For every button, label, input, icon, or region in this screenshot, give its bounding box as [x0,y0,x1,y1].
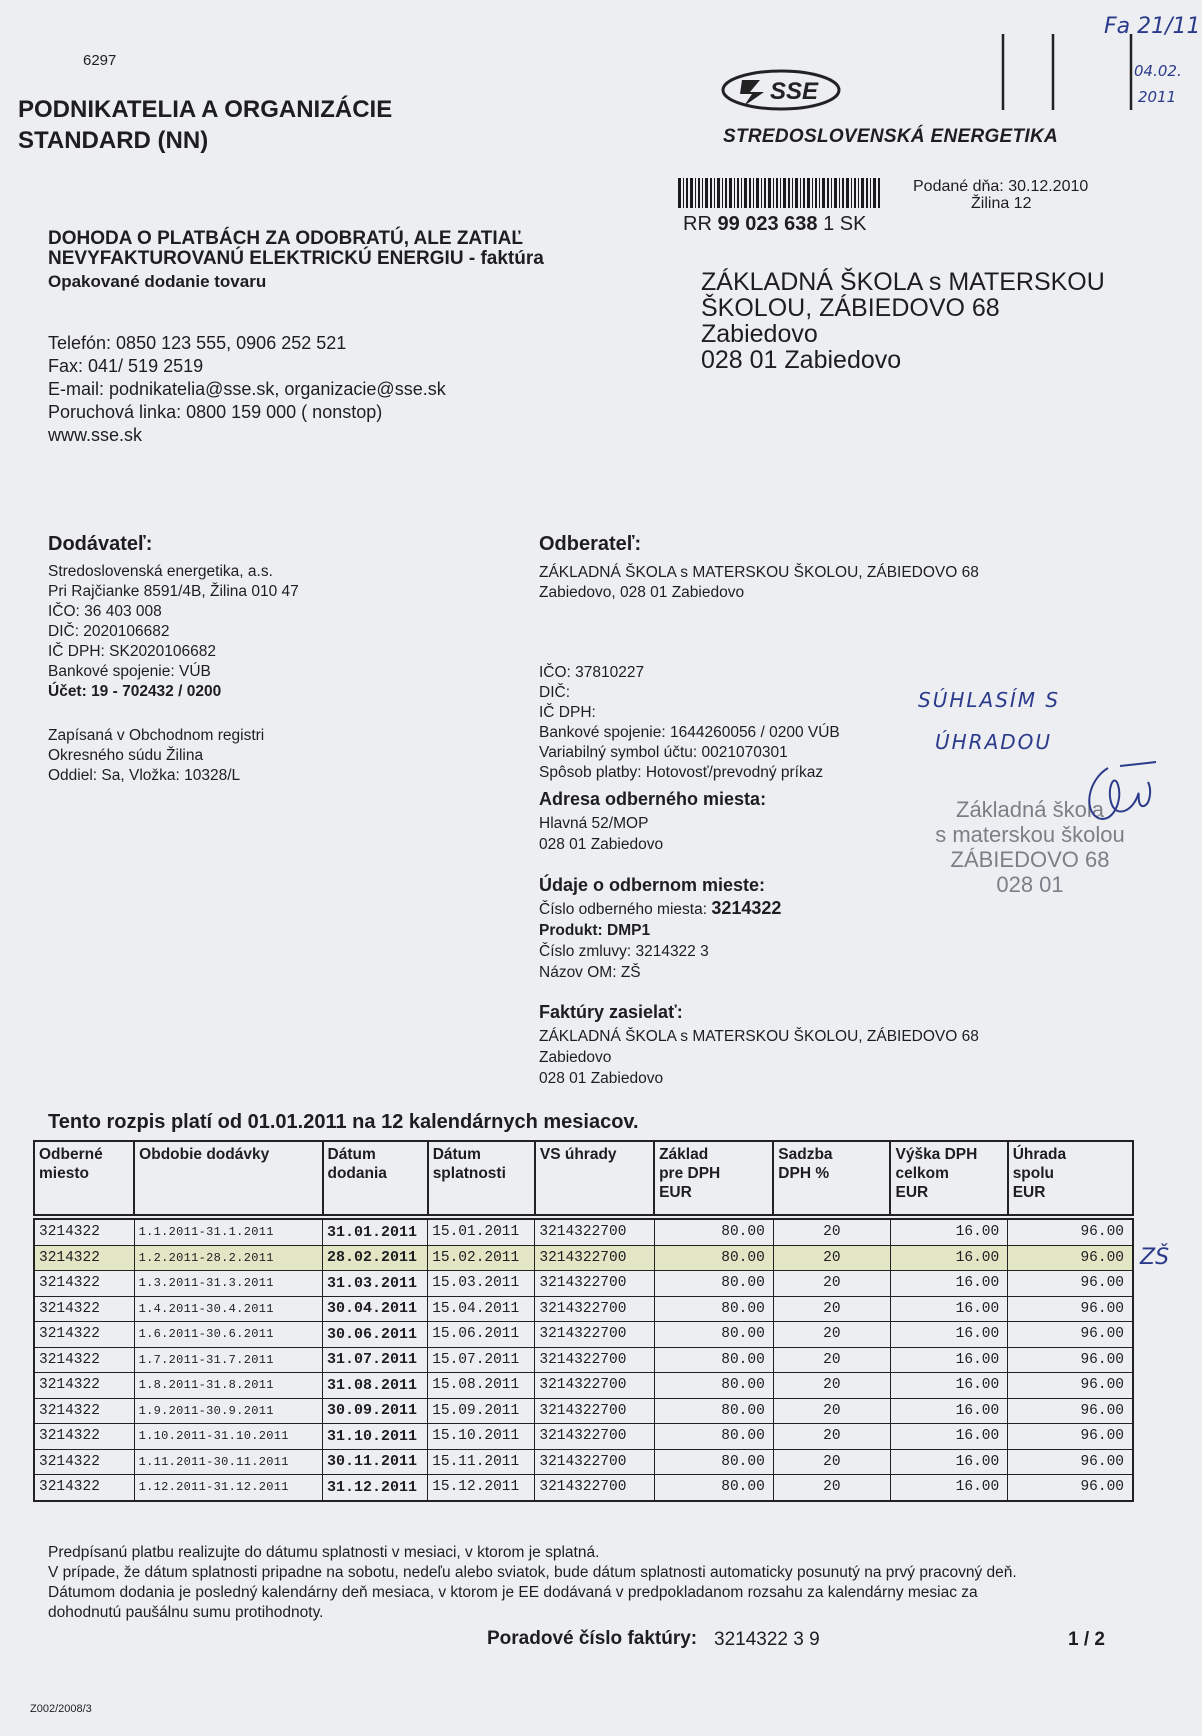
recipient-address [701,269,1105,373]
contact-phone: Telefón: 0850 123 555, 0906 252 521 [48,333,347,353]
cell-rate: 20 [773,1373,890,1399]
product-label: Produkt: [539,922,603,939]
table-row [34,1245,1133,1271]
cell-point: 3214322 [34,1475,134,1501]
rr-prefix: RR [683,213,712,235]
product-value: DMP1 [607,922,651,939]
cell-due-date: 15.11.2011 [428,1449,535,1475]
cell-total: 96.00 [1008,1398,1133,1424]
cell-point: 3214322 [34,1271,134,1297]
product-row [539,920,781,941]
cell-vs: 3214322700 [535,1322,654,1348]
cell-due-date: 15.08.2011 [428,1373,535,1399]
contract-number: Číslo zmluvy: 3214322 3 [539,943,709,960]
cell-rate: 20 [773,1398,890,1424]
cell-total: 96.00 [1008,1347,1133,1373]
cell-due-date: 15.01.2011 [428,1217,535,1245]
col-header-rate: Sadzba DPH % [773,1141,890,1217]
cell-total: 96.00 [1008,1449,1133,1475]
invoice-number-label: Poradové číslo faktúry: [487,1628,698,1649]
col-header-delivery-date: Dátum dodania [323,1141,428,1217]
page-number: 1 / 2 [1068,1629,1105,1650]
cell-vat: 16.00 [890,1373,1007,1399]
cell-period: 1.1.2011-31.1.2011 [134,1217,322,1245]
cell-point: 3214322 [34,1424,134,1450]
cell-delivery-date: 30.04.2011 [323,1296,428,1322]
customer-payment-method: Spôsob platby: Hotovosť/prevodný príkaz [539,764,824,781]
cell-vs: 3214322700 [535,1449,654,1475]
recipient-line-3: Zabiedovo [701,320,818,348]
handwritten-date: 04.02. [1134,62,1182,80]
handwritten-year: 2011 [1138,88,1177,106]
supplier-ico: IČO: 36 403 008 [48,603,162,620]
om-address-line-1: Hlavná 52/MOP [539,815,649,832]
cell-delivery-date: 31.12.2011 [323,1475,428,1501]
col-header-point: Odberné miesto [34,1141,134,1217]
customer-category-title [18,94,392,156]
table-row [34,1475,1133,1501]
col-header-total: Úhrada spolu EUR [1008,1141,1133,1217]
col-header-vs: VS úhrady [535,1141,654,1217]
cell-point: 3214322 [34,1373,134,1399]
om-address-line-2: 028 01 Zabiedovo [539,836,664,853]
cell-vat: 16.00 [890,1217,1007,1245]
cell-total: 96.00 [1008,1373,1133,1399]
cell-period: 1.9.2011-30.9.2011 [134,1398,322,1424]
form-code: Z002/2008/3 [30,1703,92,1715]
cell-delivery-date: 31.01.2011 [323,1217,428,1245]
cell-base: 80.00 [654,1217,773,1245]
table-body [34,1217,1133,1501]
cell-total: 96.00 [1008,1245,1133,1271]
cell-rate: 20 [773,1449,890,1475]
cell-delivery-date: 30.09.2011 [323,1398,428,1424]
cell-rate: 20 [773,1322,890,1348]
supplier-ic-dph: IČ DPH: SK2020106682 [48,643,217,660]
cell-point: 3214322 [34,1322,134,1348]
cell-rate: 20 [773,1271,890,1297]
supplier-address: Pri Rajčianke 8591/4B, Žilina 010 47 [48,583,299,600]
supplier-name: Stredoslovenská energetika, a.s. [48,563,273,580]
col-header-period: Obdobie dodávky [134,1141,322,1217]
stamp-line-4: 028 01 [996,872,1064,897]
cell-point: 3214322 [34,1217,134,1245]
cell-vat: 16.00 [890,1398,1007,1424]
send-line-1: ZÁKLADNÁ ŠKOLA s MATERSKOU ŠKOLOU, ZÁBIEDOVO 68 [539,1028,979,1045]
cell-period: 1.4.2011-30.4.2011 [134,1296,322,1322]
cell-vs: 3214322700 [535,1271,654,1297]
cell-vat: 16.00 [890,1271,1007,1297]
stamp-line-2: s materskou školou [935,822,1125,847]
cell-point: 3214322 [34,1296,134,1322]
customer-ic-dph: IČ DPH: [539,704,596,721]
category-line-2: STANDARD (NN) [18,127,209,154]
om-name: Názov OM: ZŠ [539,964,641,981]
registered-mail-number [683,213,866,236]
payment-notes [48,1543,1078,1623]
category-line-1: PODNIKATELIA A ORGANIZÁCIE [18,96,393,123]
note-1: Predpísanú platbu realizujte do dátumu splatnosti v mesiaci, v ktorom je splatná. [48,1544,600,1561]
payment-schedule-table [33,1140,1134,1502]
cell-point: 3214322 [34,1245,134,1271]
supplier-reg-line-2: Okresného súdu Žilina [48,747,204,764]
om-number: 3214322 [711,898,782,918]
invoice-delivery-heading: Faktúry zasielať: [539,1002,683,1022]
signature [1078,760,1158,828]
cell-due-date: 15.06.2011 [428,1322,535,1348]
om-number-row [539,898,781,920]
cell-period: 1.2.2011-28.2.2011 [134,1245,322,1271]
customer-dic: DIČ: [539,684,570,701]
table-row [34,1424,1133,1450]
table-row [34,1217,1133,1245]
supplier-registration [48,726,264,786]
contact-info [48,332,446,447]
cell-vs: 3214322700 [535,1398,654,1424]
cell-vat: 16.00 [890,1475,1007,1501]
sse-logo [720,68,842,112]
cell-period: 1.12.2011-31.12.2011 [134,1475,322,1501]
contact-fax: Fax: 041/ 519 2519 [48,356,204,376]
cell-period: 1.3.2011-31.3.2011 [134,1271,322,1297]
supplier-reg-line-3: Oddiel: Sa, Vložka: 10328/L [48,767,241,784]
cell-vs: 3214322700 [535,1296,654,1322]
consumption-point-info [539,898,781,983]
recipient-line-2: ŠKOLOU, ZÁBIEDOVO 68 [701,294,1000,322]
cell-due-date: 15.04.2011 [428,1296,535,1322]
supplier-details [48,562,299,702]
cell-base: 80.00 [654,1424,773,1450]
cell-base: 80.00 [654,1245,773,1271]
table-row [34,1271,1133,1297]
contact-email: E-mail: podnikatelia@sse.sk, organizacie@sse.sk [48,379,446,399]
customer-name: ZÁKLADNÁ ŠKOLA s MATERSKOU ŠKOLOU, ZÁBIEDOVO 68 [539,564,979,581]
cell-base: 80.00 [654,1271,773,1297]
om-number-label: Číslo odberného miesta: [539,901,708,918]
customer-bank: Bankové spojenie: 1644260056 / 0200 VÚB [539,724,840,741]
cell-due-date: 15.02.2011 [428,1245,535,1271]
cell-vat: 16.00 [890,1245,1007,1271]
cell-vat: 16.00 [890,1347,1007,1373]
rr-digits: 99 023 638 [717,213,818,235]
cell-vs: 3214322700 [535,1424,654,1450]
col-header-due-date: Dátum splatnosti [428,1141,535,1217]
cell-total: 96.00 [1008,1217,1133,1245]
invoice-delivery-address [539,1026,979,1089]
invoice-number: 3214322 3 9 [714,1629,820,1650]
table-row [34,1322,1133,1348]
post-office: Žilina 12 [971,195,1032,212]
cell-vat: 16.00 [890,1424,1007,1450]
handwritten-consent-line-2: ÚHRADOU [935,730,1053,754]
cell-delivery-date: 31.07.2011 [323,1347,428,1373]
cell-delivery-date: 30.06.2011 [323,1322,428,1348]
customer-address: Zabiedovo, 028 01 Zabiedovo [539,584,745,601]
cell-period: 1.6.2011-30.6.2011 [134,1322,322,1348]
recipient-line-4: 028 01 Zabiedovo [701,346,902,374]
customer-heading: Odberateľ: [539,533,642,555]
cell-delivery-date: 31.03.2011 [323,1271,428,1297]
supplier-dic: DIČ: 2020106682 [48,623,170,640]
supplier-heading: Dodávateľ: [48,533,153,555]
cell-base: 80.00 [654,1296,773,1322]
cell-base: 80.00 [654,1347,773,1373]
cell-base: 80.00 [654,1398,773,1424]
document-code: 6297 [83,52,117,69]
note-4: dohodnutú paušálnu sumu protihodnoty. [48,1604,324,1621]
cell-total: 96.00 [1008,1296,1133,1322]
contact-web: www.sse.sk [48,425,143,445]
cell-delivery-date: 28.02.2011 [323,1245,428,1271]
table-header-row [34,1141,1133,1217]
submitted-date: Podané dňa: 30.12.2010 [913,178,1089,195]
recipient-line-1: ZÁKLADNÁ ŠKOLA s MATERSKOU [701,268,1105,296]
cell-vs: 3214322700 [535,1217,654,1245]
cell-period: 1.11.2011-30.11.2011 [134,1449,322,1475]
cell-rate: 20 [773,1424,890,1450]
cell-vs: 3214322700 [535,1475,654,1501]
col-header-vat: Výška DPH celkom EUR [890,1141,1007,1217]
registered-mail-barcode [678,178,882,208]
cell-delivery-date: 31.08.2011 [323,1373,428,1399]
note-3: Dátumom dodania je posledný kalendárny deň mesiaca, v ktorom je EE dodávaná v predpokladanom rozsahu za kalendárny mesiac za [48,1584,978,1601]
contact-hotline: Poruchová linka: 0800 159 000 ( nonstop) [48,402,383,422]
cell-base: 80.00 [654,1475,773,1501]
supplier-reg-line-1: Zapísaná v Obchodnom registri [48,727,265,744]
cell-vat: 16.00 [890,1296,1007,1322]
cell-due-date: 15.07.2011 [428,1347,535,1373]
cell-due-date: 15.12.2011 [428,1475,535,1501]
cell-point: 3214322 [34,1347,134,1373]
customer-variable-symbol: Variabilný symbol účtu: 0021070301 [539,744,788,761]
handwritten-invoice-ref: Fa 21/11 [1104,14,1201,39]
send-line-2: Zabiedovo [539,1049,612,1066]
cell-total: 96.00 [1008,1271,1133,1297]
cell-vat: 16.00 [890,1322,1007,1348]
company-name: STREDOSLOVENSKÁ ENERGETIKA [723,126,1059,147]
consumption-point-address [539,813,663,855]
cell-total: 96.00 [1008,1424,1133,1450]
contract-subtitle: Opakované dodanie tovaru [48,272,267,291]
cell-due-date: 15.09.2011 [428,1398,535,1424]
logo-text: SSE [770,78,819,105]
table-row [34,1347,1133,1373]
consumption-point-address-heading: Adresa odberného miesta: [539,789,767,809]
customer-identifiers [539,663,840,783]
cell-point: 3214322 [34,1449,134,1475]
cell-delivery-date: 30.11.2011 [323,1449,428,1475]
table-row [34,1449,1133,1475]
cell-period: 1.7.2011-31.7.2011 [134,1347,322,1373]
customer-details [539,563,979,603]
schedule-validity: Tento rozpis platí od 01.01.2011 na 12 kalendárnych mesiacov. [48,1111,639,1133]
contract-title-line-1: DOHODA O PLATBÁCH ZA ODOBRATÚ, ALE ZATIAĽ [48,228,523,249]
consumption-point-info-heading: Údaje o odbernom mieste: [539,875,766,895]
cell-total: 96.00 [1008,1475,1133,1501]
contract-title [48,229,544,269]
cell-delivery-date: 31.10.2011 [323,1424,428,1450]
cell-rate: 20 [773,1217,890,1245]
cell-vs: 3214322700 [535,1245,654,1271]
cell-rate: 20 [773,1475,890,1501]
cell-period: 1.10.2011-31.10.2011 [134,1424,322,1450]
table-row [34,1296,1133,1322]
stamp-line-1: Základná škola [956,797,1104,822]
handwritten-consent-line-1: SÚHLASÍM S [918,688,1061,712]
cell-vat: 16.00 [890,1449,1007,1475]
cell-rate: 20 [773,1347,890,1373]
rr-suffix: 1 SK [823,213,867,235]
table-row [34,1398,1133,1424]
cell-due-date: 15.03.2011 [428,1271,535,1297]
contract-title-line-2: NEVYFAKTUROVANÚ ELEKTRICKÚ ENERGIU - faktúra [48,248,544,269]
cell-base: 80.00 [654,1449,773,1475]
cell-period: 1.8.2011-31.8.2011 [134,1373,322,1399]
stamp-line-3: ZÁBIEDOVO 68 [950,847,1110,872]
cell-vs: 3214322700 [535,1347,654,1373]
send-line-3: 028 01 Zabiedovo [539,1070,664,1087]
cell-due-date: 15.10.2011 [428,1424,535,1450]
col-header-base: Základ pre DPH EUR [654,1141,773,1217]
supplier-account: Účet: 19 - 702432 / 0200 [48,683,222,700]
cell-rate: 20 [773,1296,890,1322]
supplier-bank: Bankové spojenie: VÚB [48,663,211,680]
table-row [34,1373,1133,1399]
cell-vs: 3214322700 [535,1373,654,1399]
cell-point: 3214322 [34,1398,134,1424]
note-2: V prípade, že dátum splatnosti pripadne na sobotu, nedeľu alebo sviatok, bude dátum splatnosti automaticky posunutý na prvý pracovný deň. [48,1564,1017,1581]
handwritten-row-mark: ZŠ [1140,1245,1170,1270]
cell-rate: 20 [773,1245,890,1271]
cell-base: 80.00 [654,1322,773,1348]
cell-base: 80.00 [654,1373,773,1399]
customer-ico: IČO: 37810227 [539,664,645,681]
cell-total: 96.00 [1008,1322,1133,1348]
